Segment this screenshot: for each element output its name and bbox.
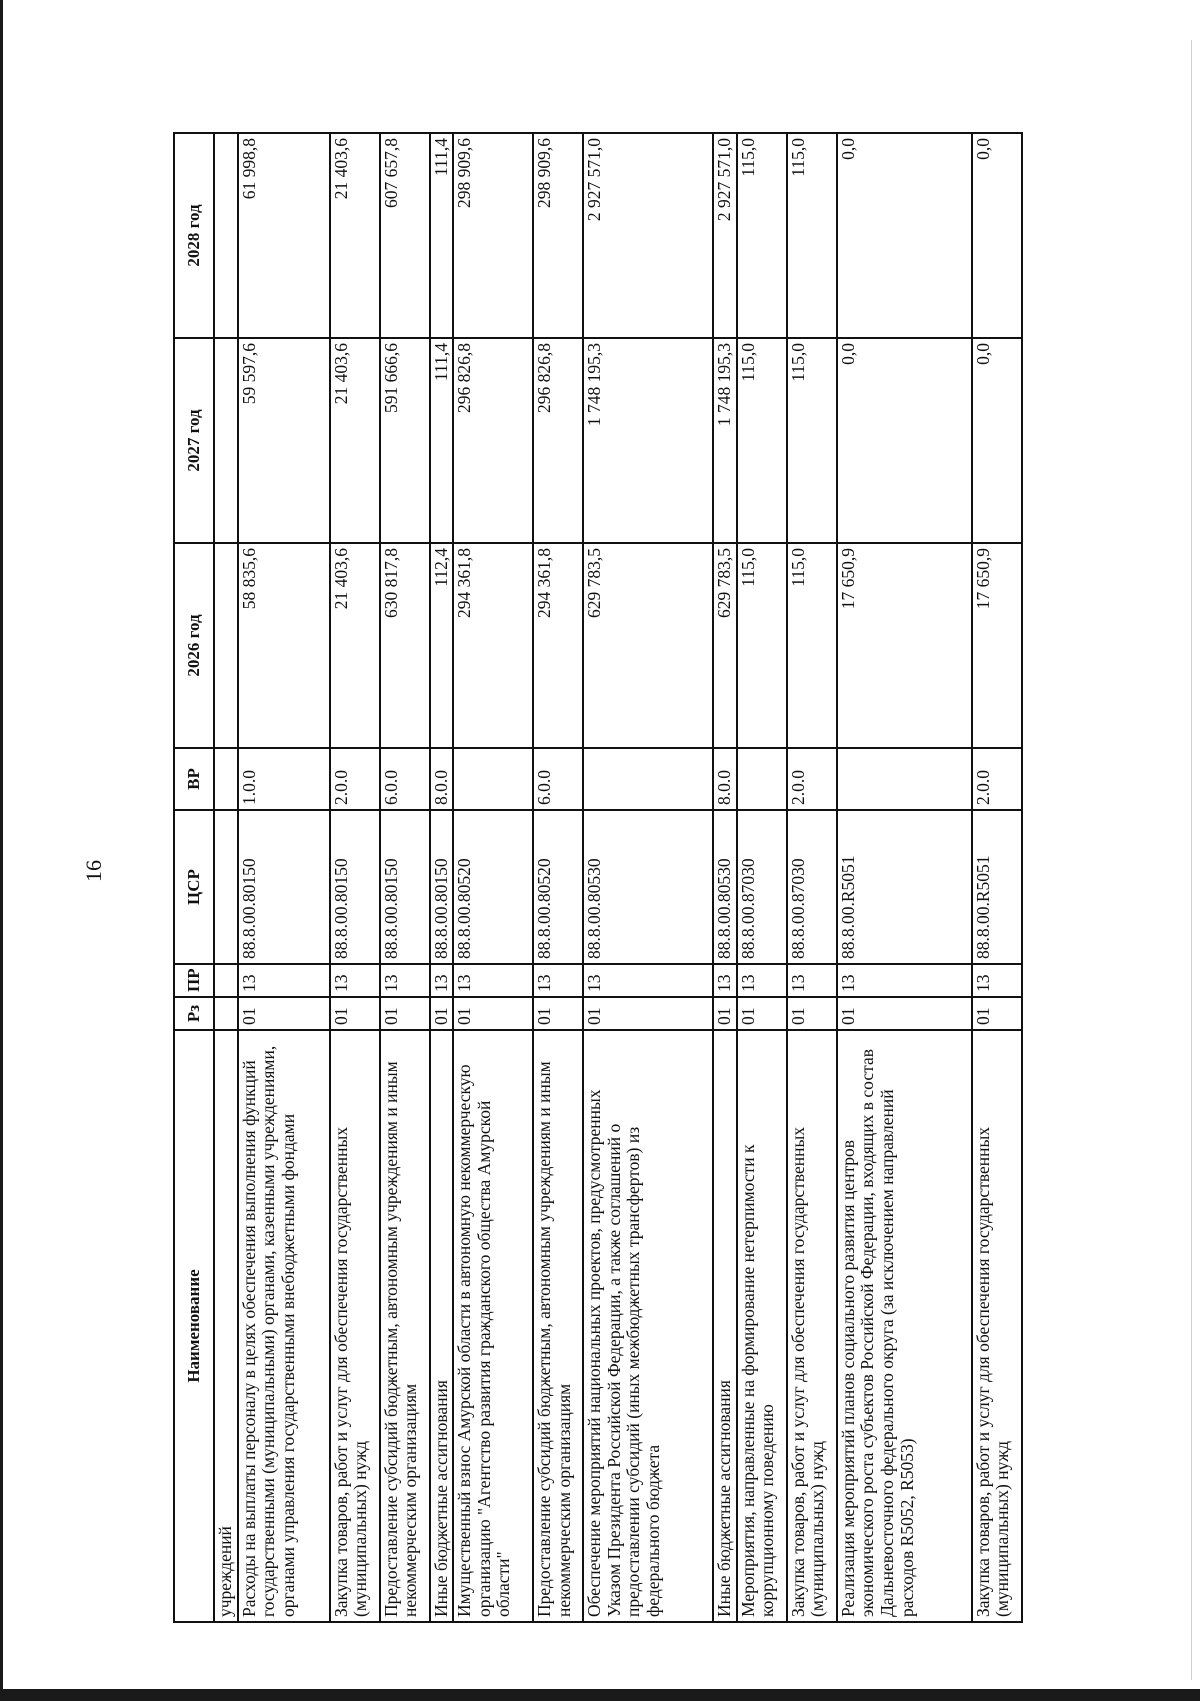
cell-name: Предоставление субсидий бюджетным, автономным учреждениям и иным некоммерческим организациям [533,1030,583,1622]
cell-2027: 1 748 195,3 [713,338,737,543]
cell-2026: 115,0 [737,543,787,748]
table-row [238,133,330,1622]
cell-vr [583,748,713,810]
cell-name: Закупка товаров, работ и услуг для обеспечения государственных (муниципальных) нужд [330,1030,380,1622]
cell-rz: 01 [713,997,737,1030]
cell-pr: 13 [787,964,837,997]
table-row [713,133,737,1622]
cell-2028: 0,0 [837,133,972,338]
cell-2028: 607 657,8 [380,133,430,338]
cell-2026: 629 783,5 [713,543,737,748]
cell-rz: 01 [787,997,837,1030]
header-vr: ВР [174,748,214,810]
cell-csr: 88.8.00.R5051 [837,810,972,964]
cell-2028: 61 998,8 [238,133,330,338]
cell-2026: 115,0 [787,543,837,748]
table-row [380,133,430,1622]
table-row [330,133,380,1622]
cell-csr: 88.8.00.80520 [453,810,533,964]
table-row [972,133,1022,1622]
cell-2027: 296 826,8 [533,338,583,543]
cell-2028 [214,133,238,338]
header-2028: 2028 год [174,133,214,338]
cell-vr: 6.0.0 [533,748,583,810]
table-row [583,133,713,1622]
cell-2028: 115,0 [787,133,837,338]
cell-name: Обеспечение мероприятий национальных проектов, предусмотренных Указом Президента Российской Федерации, а также соглашений о предоставлении субсидий (иных межбюджетных трансфертов) из федерального бюджета [583,1030,713,1622]
cell-2027: 115,0 [737,338,787,543]
cell-vr [837,748,972,810]
cell-2026: 21 403,6 [330,543,380,748]
header-pr: ПР [174,964,214,997]
cell-rz: 01 [430,997,454,1030]
cell-2027: 59 597,6 [238,338,330,543]
cell-2028: 111,4 [430,133,454,338]
cell-vr: 1.0.0 [238,748,330,810]
cell-pr: 13 [453,964,533,997]
header-name: Наименование [174,1030,214,1622]
cell-csr: 88.8.00.80530 [713,810,737,964]
cell-pr: 13 [533,964,583,997]
table-row [837,133,972,1622]
cell-2026: 17 650,9 [837,543,972,748]
cell-rz: 01 [972,997,1022,1030]
cell-2026: 17 650,9 [972,543,1022,748]
cell-2028: 298 909,6 [533,133,583,338]
cell-2027 [214,338,238,543]
cell-vr [453,748,533,810]
cell-csr: 88.8.00.80150 [238,810,330,964]
cell-vr: 8.0.0 [430,748,454,810]
cell-name: Закупка товаров, работ и услуг для обеспечения государственных (муниципальных) нужд [972,1030,1022,1622]
cell-vr: 6.0.0 [380,748,430,810]
cell-name: Реализация мероприятий планов социального развития центров экономического роста субъектов Российской Федерации, входящих в состав Дальневосточного федерального округа (за исключением направлений расходов R5052, R5053) [837,1030,972,1622]
header-2026: 2026 год [174,543,214,748]
table-row [787,133,837,1622]
cell-2026: 630 817,8 [380,543,430,748]
cell-2028: 298 909,6 [453,133,533,338]
cell-name: Расходы на выплаты персоналу в целях обеспечения выполнения функций государственными (муниципальными) органами, казенными учреждениями, органами управления государственными внебюджетными фондами [238,1030,330,1622]
cell-name: Иные бюджетные ассигнования [713,1030,737,1622]
cell-pr: 13 [737,964,787,997]
cell-csr: 88.8.00.80150 [380,810,430,964]
cell-vr: 2.0.0 [330,748,380,810]
cell-pr: 13 [583,964,713,997]
cell-rz: 01 [330,997,380,1030]
cell-2026: 294 361,8 [533,543,583,748]
cell-pr: 13 [238,964,330,997]
cell-rz: 01 [533,997,583,1030]
cell-pr: 13 [330,964,380,997]
table-row [533,133,583,1622]
cell-2028: 2 927 571,0 [713,133,737,338]
cell-2027: 0,0 [837,338,972,543]
cell-csr: 88.8.00.80150 [330,810,380,964]
cell-pr: 13 [380,964,430,997]
cell-2027: 296 826,8 [453,338,533,543]
cell-vr [737,748,787,810]
page-number: 16 [81,860,106,882]
cell-csr: 88.8.00.R5051 [972,810,1022,964]
cell-2026: 294 361,8 [453,543,533,748]
cell-2027: 591 666,6 [380,338,430,543]
cell-vr: 2.0.0 [972,748,1022,810]
cell-2027: 21 403,6 [330,338,380,543]
table-row [430,133,454,1622]
cell-name: Закупка товаров, работ и услуг для обеспечения государственных (муниципальных) нужд [787,1030,837,1622]
cell-name: Иные бюджетные ассигнования [430,1030,454,1622]
cell-name: учреждений [214,1030,238,1622]
table-row [214,133,238,1622]
scan-edge-bottom [0,1689,1200,1701]
cell-2027: 115,0 [787,338,837,543]
cell-rz: 01 [583,997,713,1030]
scan-edge-left [0,0,3,1701]
cell-2028: 0,0 [972,133,1022,338]
cell-2026 [214,543,238,748]
cell-rz: 01 [737,997,787,1030]
cell-rz: 01 [380,997,430,1030]
header-rz: Рз [174,997,214,1030]
budget-table [173,132,1023,1623]
cell-pr [214,964,238,997]
cell-2027: 0,0 [972,338,1022,543]
cell-2026: 629 783,5 [583,543,713,748]
header-2027: 2027 год [174,338,214,543]
cell-2027: 1 748 195,3 [583,338,713,543]
cell-csr: 88.8.00.80520 [533,810,583,964]
cell-csr [214,810,238,964]
table-row [737,133,787,1622]
header-csr: ЦСР [174,810,214,964]
cell-2028: 115,0 [737,133,787,338]
cell-vr: 2.0.0 [787,748,837,810]
cell-csr: 88.8.00.80530 [583,810,713,964]
cell-csr: 88.8.00.80150 [430,810,454,964]
cell-rz: 01 [837,997,972,1030]
cell-name: Мероприятия, направленные на формирование нетерпимости к коррупционному поведению [737,1030,787,1622]
cell-pr: 13 [430,964,454,997]
cell-name: Имущественный взнос Амурской области в автономную некоммерческую организацию "Агентство развития гражданского общества Амурской области" [453,1030,533,1622]
cell-vr: 8.0.0 [713,748,737,810]
header-row [174,133,214,1622]
cell-2027: 111,4 [430,338,454,543]
rotated-table-wrapper [173,134,1013,1623]
cell-rz: 01 [238,997,330,1030]
cell-2028: 21 403,6 [330,133,380,338]
cell-csr: 88.8.00.87030 [737,810,787,964]
scan-edge-right [1191,40,1192,1680]
cell-vr [214,748,238,810]
cell-2026: 58 835,6 [238,543,330,748]
cell-csr: 88.8.00.87030 [787,810,837,964]
table-row [453,133,533,1622]
cell-pr: 13 [837,964,972,997]
cell-pr: 13 [713,964,737,997]
cell-rz [214,997,238,1030]
cell-rz: 01 [453,997,533,1030]
cell-2026: 112,4 [430,543,454,748]
cell-2028: 2 927 571,0 [583,133,713,338]
cell-pr: 13 [972,964,1022,997]
cell-name: Предоставление субсидий бюджетным, автономным учреждениям и иным некоммерческим организациям [380,1030,430,1622]
